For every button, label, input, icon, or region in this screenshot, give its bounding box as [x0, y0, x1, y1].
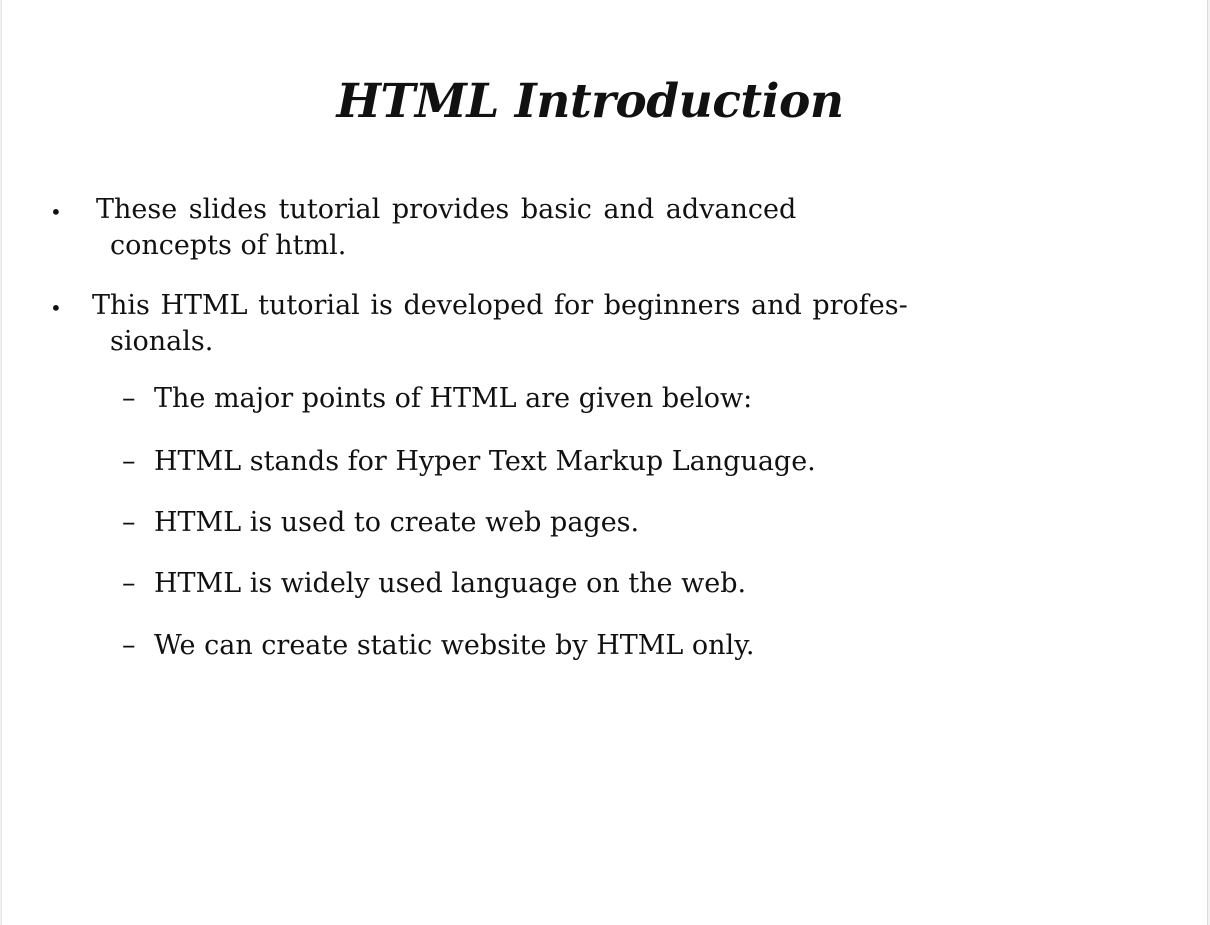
bullet-item: [2, 192, 1202, 272]
sub-list-item: [122, 444, 816, 480]
bullet-item: [2, 288, 1202, 368]
sub-list-marker: –: [122, 446, 136, 477]
sub-list-item: [122, 381, 752, 417]
bullet-text-line: These slides tutorial provides basic and advanced: [96, 194, 797, 225]
sub-list-text: The major points of HTML are given below:: [154, 383, 753, 414]
sub-list-text: HTML is widely used language on the web.: [154, 568, 747, 599]
sub-list-marker: –: [122, 630, 136, 661]
sub-list-item: [122, 628, 754, 664]
slide-title: HTML Introduction: [336, 74, 844, 129]
sub-list-item: [122, 505, 639, 541]
sub-list-marker: –: [122, 383, 136, 414]
bullet-text-line: concepts of html.: [110, 230, 347, 261]
bullet-marker: •: [50, 200, 62, 224]
sub-list-marker: –: [122, 507, 136, 538]
sub-list-marker: –: [122, 568, 136, 599]
sub-list-text: We can create static website by HTML only.: [154, 630, 755, 661]
bullet-text-line: sionals.: [110, 326, 214, 357]
bullet-marker: •: [50, 296, 62, 320]
slide: [2, 0, 1207, 925]
sub-list-item: [122, 566, 746, 602]
bullet-text-line: This HTML tutorial is developed for beginners and profes-: [92, 290, 908, 321]
sub-list-text: HTML is used to create web pages.: [154, 507, 640, 538]
sub-list-text: HTML stands for Hyper Text Markup Language.: [154, 446, 816, 477]
